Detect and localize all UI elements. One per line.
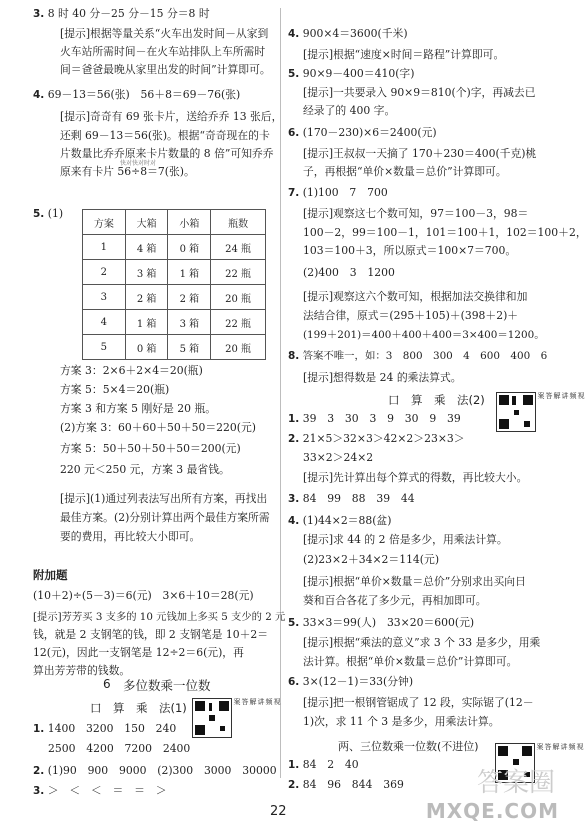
table-cell: 0 箱 xyxy=(125,335,168,360)
answer-line: 220 元＜250 元，方案 3 最省钱。 xyxy=(60,463,230,476)
hint-line: [提示]观察这七个数可知，97＝100－3，98＝ xyxy=(303,207,529,220)
answer-line: 5. 33×3＝99(人) 33×20＝600(元) xyxy=(288,616,475,629)
table-row xyxy=(83,285,266,310)
hint-line: [提示]把一根钢管锯成了 12 段，实际锯了(12－ xyxy=(303,696,534,709)
answer-line: (2)23×2＋34×2＝114(元) xyxy=(303,553,440,566)
answer-line: 钱，就是 2 支钢笔的钱，即 2 支钢笔是 10＋2＝ xyxy=(33,628,269,641)
table-cell: 1 xyxy=(83,235,126,260)
table-cell: 1 箱 xyxy=(125,310,168,335)
answer-line: 33×2＞24×2 xyxy=(303,451,374,464)
answer-line: 4. (1)44×2＝88(盆) xyxy=(288,514,392,527)
answer-line: 算出芳芳带的钱数。 xyxy=(33,664,131,677)
table-row xyxy=(83,335,266,360)
table-cell: 2 xyxy=(83,260,126,285)
table-cell: 4 xyxy=(83,310,126,335)
table-row xyxy=(83,310,266,335)
answer-line: (10＋2)÷(5－3)＝6(元) 3×6＋10＝28(元) xyxy=(33,589,254,602)
watermark: MXQE.COM xyxy=(425,799,559,823)
answer-line: 法结合律，原式＝(295＋105)＋(398＋2)＋ xyxy=(303,309,519,322)
table-cell: 20 瓶 xyxy=(211,335,266,360)
section-title: 多位数乘一位数 xyxy=(123,678,211,693)
answer-line: 3. 84 99 88 39 44 xyxy=(288,492,415,505)
table-cell: 4 箱 xyxy=(125,235,168,260)
answer-line: 葵和百合各花了多少元，再相加即可。 xyxy=(303,594,487,607)
small-note: 快对快对时对 xyxy=(120,160,157,167)
solution-table xyxy=(82,209,266,360)
qr-code[interactable] xyxy=(496,392,536,432)
answer-line: 3. ＞ ＜ ＜ ＝ ＝ ＞ xyxy=(33,784,167,797)
hint-line: [提示]芳芳买 3 支多的 10 元钱加上多买 5 支少的 2 元 xyxy=(33,611,286,623)
hint-line: [提示]观察这六个数可知，根据加法交换律和加 xyxy=(303,290,528,303)
answer-line: 3. 8 时 40 分－25 分－15 分＝8 时 xyxy=(33,7,210,20)
watermark-logo: 答案圈 xyxy=(476,768,555,798)
answer-line: 方案 3：2×6＋2×4＝20(瓶) xyxy=(60,364,203,377)
page-number: 22 xyxy=(270,804,287,819)
hint-line: [提示]根据“乘法的意义”求 3 个 33 是多少，用乘 xyxy=(303,636,541,649)
hint-line: [提示]一共要录入 90×9＝810(个)字，再减去已 xyxy=(303,86,536,99)
hint-line: [提示](1)通过列表法写出所有方案，再找出 xyxy=(60,492,268,505)
answer-line: 8. 答案不唯一，如：3 800 300 4 600 400 6 xyxy=(288,350,548,362)
table-cell: 5 xyxy=(83,335,126,360)
table-header: 小箱 xyxy=(168,210,211,235)
answer-line: 7. (1)100 7 700 xyxy=(288,186,388,199)
hint-line: [提示]奇奇有 69 张卡片，送给乔乔 13 张后， xyxy=(60,110,283,123)
answer-line: 100－2，99＝100－1，101＝100＋1，102＝100＋2， xyxy=(303,226,587,239)
table-header: 瓶数 xyxy=(211,210,266,235)
answer-line: 4. 69－13＝56(张) 56＋8＝69－76(张) xyxy=(33,88,241,101)
answer-line: 方案 5：50＋50＋50＋50＝200(元) xyxy=(60,442,241,455)
table-row xyxy=(83,235,266,260)
table-cell: 0 箱 xyxy=(168,235,211,260)
section-number: 6 xyxy=(103,677,111,691)
table-cell: 1 箱 xyxy=(168,260,211,285)
table-cell: 22 瓶 xyxy=(211,310,266,335)
table-row xyxy=(83,260,266,285)
table-cell: 22 瓶 xyxy=(211,260,266,285)
answer-line: 5. (1) xyxy=(33,207,64,220)
answer-line: 间＝爸爸最晚从家里出发的时间”计算即可。 xyxy=(60,63,271,76)
table-header: 方案 xyxy=(83,210,126,235)
answer-line: 1. 39 3 30 3 9 30 9 39 xyxy=(288,412,461,425)
answer-line: 最佳方案。(2)分别计算出两个最佳方案所需 xyxy=(60,511,270,524)
table-cell: 2 箱 xyxy=(168,285,211,310)
answer-line: (2)400 3 1200 xyxy=(303,266,395,279)
answer-line: 法计算。根据“单价×数量＝总价”计算即可。 xyxy=(303,655,518,668)
answer-line: (2)方案 3：60＋60＋50＋50＝220(元) xyxy=(60,421,256,434)
table-cell: 3 箱 xyxy=(168,310,211,335)
hint-line: [提示]王叔叔一天摘了 170＋230＝400(千克)桃 xyxy=(303,147,537,160)
extra-question-heading: 附加题 xyxy=(33,568,68,582)
hint-line: [提示]根据“单价×数量＝总价”分别求出买向日 xyxy=(303,575,526,588)
answer-line: 12(元)，因此一支钢笔是 12÷2＝6(元)，再 xyxy=(33,646,244,659)
hint-line: [提示]先计算出每个算式的得数，再比较大小。 xyxy=(303,471,528,484)
answer-line: 2. (1)90 900 9000 (2)300 3000 30000 xyxy=(33,764,277,777)
answer-line: 经录了的 400 字。 xyxy=(303,104,396,117)
answer-line: 2. 84 96 844 369 xyxy=(288,778,404,791)
answer-line: 2500 4200 7200 2400 xyxy=(48,742,191,755)
qr-code[interactable] xyxy=(192,698,232,738)
qr-label: 视频讲解答案 xyxy=(537,392,585,399)
hint-line: [提示]想得数是 24 的乘法算式。 xyxy=(303,371,462,384)
subsection-title: 口 算 乘 法(2) xyxy=(388,393,485,407)
answer-line: 103＝100＋3，所以原式＝100×7＝700。 xyxy=(303,244,517,257)
answer-line: 1. 84 2 40 xyxy=(288,758,359,771)
answer-line: 方案 5：5×4＝20(瓶) xyxy=(60,383,170,396)
hint-line: [提示]求 44 的 2 倍是多少，用乘法计算。 xyxy=(303,533,508,546)
table-cell: 3 箱 xyxy=(125,260,168,285)
hint-line: [提示]根据“速度×时间＝路程”计算即可。 xyxy=(303,48,505,61)
answer-line: (199＋201)＝400＋400＋400＝3×400＝1200。 xyxy=(303,329,545,341)
answer-line: 子，再根据“单价×数量＝总价”计算即可。 xyxy=(303,165,507,178)
table-cell: 5 箱 xyxy=(168,335,211,360)
table-cell: 3 xyxy=(83,285,126,310)
answer-line: 2. 21×5＞32×3＞42×2＞23×3＞ xyxy=(288,432,465,445)
answer-line: 片数量比乔乔原来卡片数量的 8 倍”可知乔乔 xyxy=(60,147,274,160)
answer-line: 1. 1400 3200 150 240 xyxy=(33,722,177,735)
hint-line: [提示]根据等量关系“火车出发时间－从家到 xyxy=(60,27,269,40)
answer-line: 方案 3 和方案 5 刚好是 20 瓶。 xyxy=(60,402,217,415)
table-cell: 24 瓶 xyxy=(211,235,266,260)
answer-line: 要的费用，再比较大小即可。 xyxy=(60,530,201,543)
answer-line: 4. 900×4＝3600(千米) xyxy=(288,27,408,40)
subsection-title: 口 算 乘 法(1) xyxy=(90,701,187,715)
answer-line: 5. 90×9－400＝410(字) xyxy=(288,67,415,80)
answer-line: 6. 3×(12－1)＝33(分钟) xyxy=(288,675,414,688)
qr-label: 视频讲解答案 xyxy=(233,698,281,705)
answer-line: 火车站所需时间－在火车站排队上车所需时 xyxy=(60,45,266,58)
answer-line: 6. (170－230)×6＝2400(元) xyxy=(288,126,437,139)
qr-label: 视频讲解答案 xyxy=(536,743,584,750)
table-cell: 20 瓶 xyxy=(211,285,266,310)
subsection-title: 两、三位数乘一位数(不进位) xyxy=(338,740,479,753)
table-cell: 2 箱 xyxy=(125,285,168,310)
table-header: 大箱 xyxy=(125,210,168,235)
answer-line: 原来有卡片 56÷8＝7(张)。 xyxy=(60,165,195,178)
answer-line: 还剩 69－13＝56(张)。根据“奇奇现在的卡 xyxy=(60,129,270,142)
answer-line: 1)次，求 11 个 3 是多少，用乘法计算。 xyxy=(303,715,500,728)
